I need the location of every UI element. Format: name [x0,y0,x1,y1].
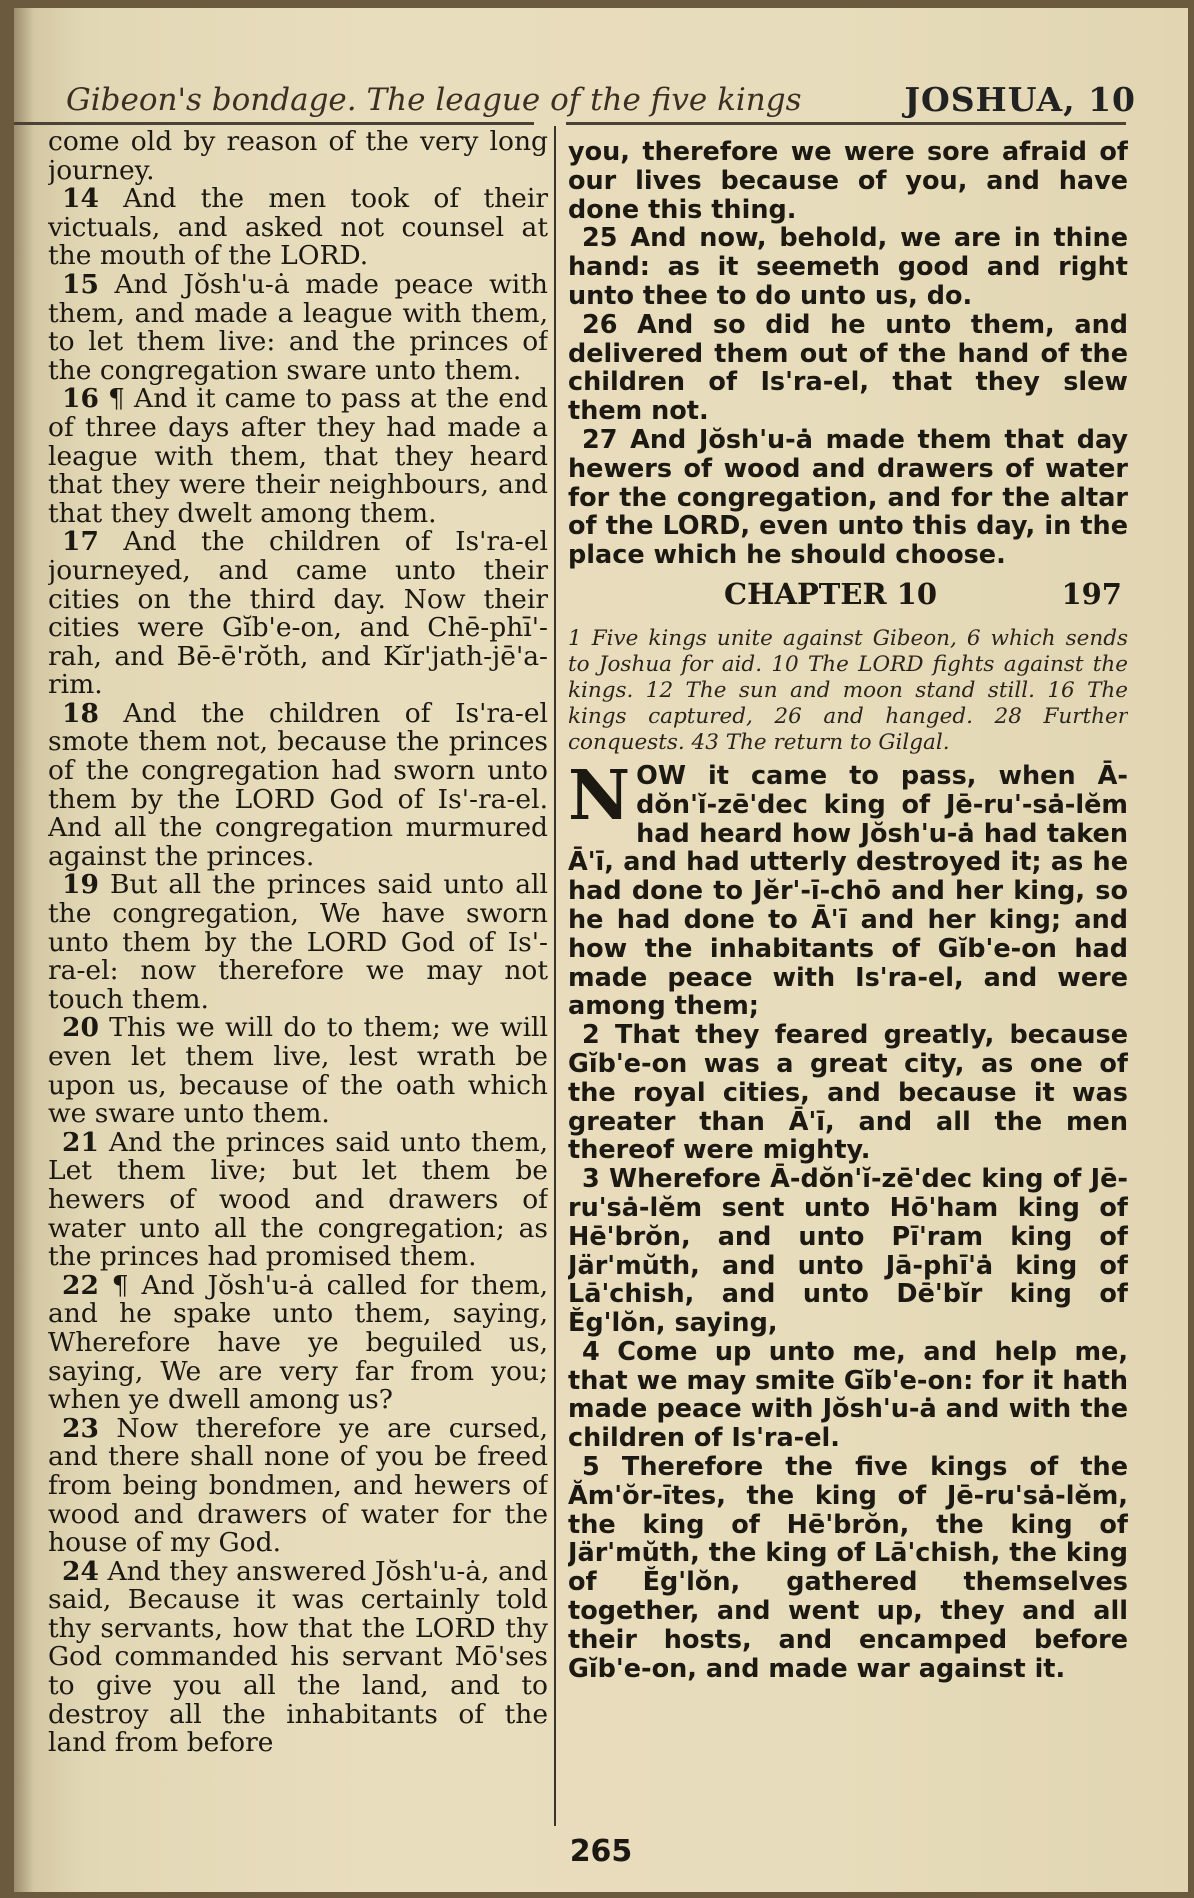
left-column [48,128,548,1828]
verse: 3 Wherefore Ā-dŏn'ĭ-zē'dec king of Jē-ru'sȧ-lĕm sent unto Hō'ham king of Hē'brŏn, and unto Pī'ram king of Jär'mŭth, and unto Jā-phī'ȧ king of Lā'chish, and unto Dē'bĭr king of Ĕg'lŏn, saying, [568,1164,1128,1339]
verse-number: 24 [62,1555,99,1587]
verse-number: 23 [62,1412,99,1444]
verse: 25 And now, behold, we are in thine hand: as it seemeth good and right unto thee to do unto us, do. [568,223,1128,311]
right-column [568,138,1128,1838]
verse: 15 And Jŏsh'u-ȧ made peace with them, and made a league with them, to let them live: and the princes of the congregation sware unto them. [48,268,548,386]
page-edge-shadow [14,8,34,1892]
chapter-title: CHAPTER 10 [724,576,938,611]
verse: 5 Therefore the five kings of the Ăm'ŏr-ītes, the king of Jē-ru'sȧ-lĕm, the king of Hē'brŏn, the king of Jär'mŭth, the king of Lā'chish, the king of Ĕg'lŏn, gathered themselves together, and went up, they and all their hosts, and encamped before Gĭb'e-on, and made war against it. [568,1452,1128,1684]
verse: 18 And the children of Is'ra-el smote them not, because the princes of the congregation had sworn unto them by the LORD God of Is'-ra-el. And all the congregation murmured against the princes. [48,697,548,872]
verse: 24 And they answered Jŏsh'u-ȧ, and said, Because it was certainly told thy servants, how that the LORD thy God commanded his servant Mō'ses to give you all the land, and to destroy all the inhabitants of the land from before [48,1555,548,1759]
verse-number: 16 [62,383,99,415]
verse: come old by reason of the very long journey. [48,128,548,186]
verse: 20 This we will do to them; we will even let them live, lest wrath be upon us, because of the oath which we sware unto them. [48,1012,548,1130]
page-header [50,74,1136,126]
running-head: Gibeon's bondage. The league of the five kings [66,82,802,118]
verse-number: 26 [582,309,618,340]
verse: 21 And the princes said unto them, Let them live; but let them be hewers of wood and drawers of water unto all the congregation; as the princes had promised them. [48,1126,548,1273]
drop-cap: N [568,755,631,836]
verse-number: 19 [62,869,99,901]
header-rule-left [14,122,534,125]
verse-number: 15 [62,268,99,300]
verse-number: 21 [62,1126,99,1158]
verse-number: 22 [62,1269,99,1301]
verse: 16 ¶ And it came to pass at the end of three days after they had made a league with them, that they heard that they were their neighbours, and that they dwelt among them. [48,383,548,529]
verse: 26 And so did he unto them, and delivered them out of the hand of the children of Is'ra-el, that they slew them not. [568,309,1128,427]
verse-number: 20 [62,1012,99,1044]
verse: 22 ¶ And Jŏsh'u-ȧ called for them, and he spake unto them, saying, Wherefore have ye beguiled us, saying, We are very far from you; when ye dwell among us? [48,1269,548,1416]
verse: 14 And the men took of their victuals, and asked not counsel at the mouth of the LORD. [48,183,548,272]
verse-number: 14 [62,183,99,215]
first-verse-text: OW it came to pass, when Ā-dŏn'ĭ-zē'dec king of Jē-ru'-sȧ-lĕm had heard how Jŏsh'u-ȧ had taken Ā'ī, and had utterly destroyed it; as he had done to Jĕr'-ī-chō and her king, so he had done to Ā'ī and her king; and how the inhabitants of Gĭb'e-on had made peace with Is'ra-el, and were among them; [568,760,1128,1022]
page-number: 265 [569,1834,633,1869]
chapter-heading [568,576,1128,620]
verse-number: 3 [582,1164,600,1195]
verse: you, therefore we were sore afraid of our lives because of you, and have done this thing. [568,138,1128,225]
book-reference: JOSHUA, 10 [904,80,1136,119]
verse: 4 Come up unto me, and help me, that we may smite Gĭb'e-on: for it hath made peace with Jŏsh'u-ȧ and with the children of Is'ra-el. [568,1336,1128,1454]
header-rule-right [566,122,1126,125]
verse: 27 And Jŏsh'u-ȧ made them that day hewers of wood and drawers of water for the congregation, and for the altar of the LORD, even unto this day, in the place which he should choose. [568,424,1128,571]
verse [568,755,1128,1022]
verse-number: 2 [582,1020,600,1051]
verse-number: 18 [62,697,99,729]
verse-number: 17 [62,526,99,558]
verse: 19 But all the princes said unto all the congregation, We have sworn unto them by the LORD God of Is'-ra-el: now therefore we may not touch them. [48,869,548,1015]
verse: 2 That they feared greatly, because Gĭb'e-on was a great city, as one of the royal cities, and because it was greater than Ā'ī, and all the men thereof were mighty. [568,1020,1128,1166]
chapter-page-ref: 197 [1061,576,1122,611]
verse: 17 And the children of Is'ra-el journeyed, and came unto their cities on the third day. Now their cities were Gĭb'e-on, and Chē-phī'-rah, and Bē-ē'rŏth, and Kĭr'jath-jē'a-rim. [48,526,548,701]
verse: 23 Now therefore ye are cursed, and there shall none of you be freed from being bondmen, and hewers of wood and drawers of water for the house of my God. [48,1412,548,1559]
verse-number: 4 [582,1336,600,1367]
verse-number: 5 [582,1452,600,1483]
verse-number: 27 [582,424,618,455]
bible-page [14,8,1188,1892]
column-divider [554,126,556,1826]
verse-number: 25 [582,223,618,254]
chapter-summary: 1 Five kings unite against Gibeon, 6 which sends to Joshua for aid. 10 The LORD fights against the kings. 12 The sun and moon stand still. 16 The kings captured, 26 and hanged. 28 Further conquests. 43 The return to Gilgal. [568,625,1128,755]
